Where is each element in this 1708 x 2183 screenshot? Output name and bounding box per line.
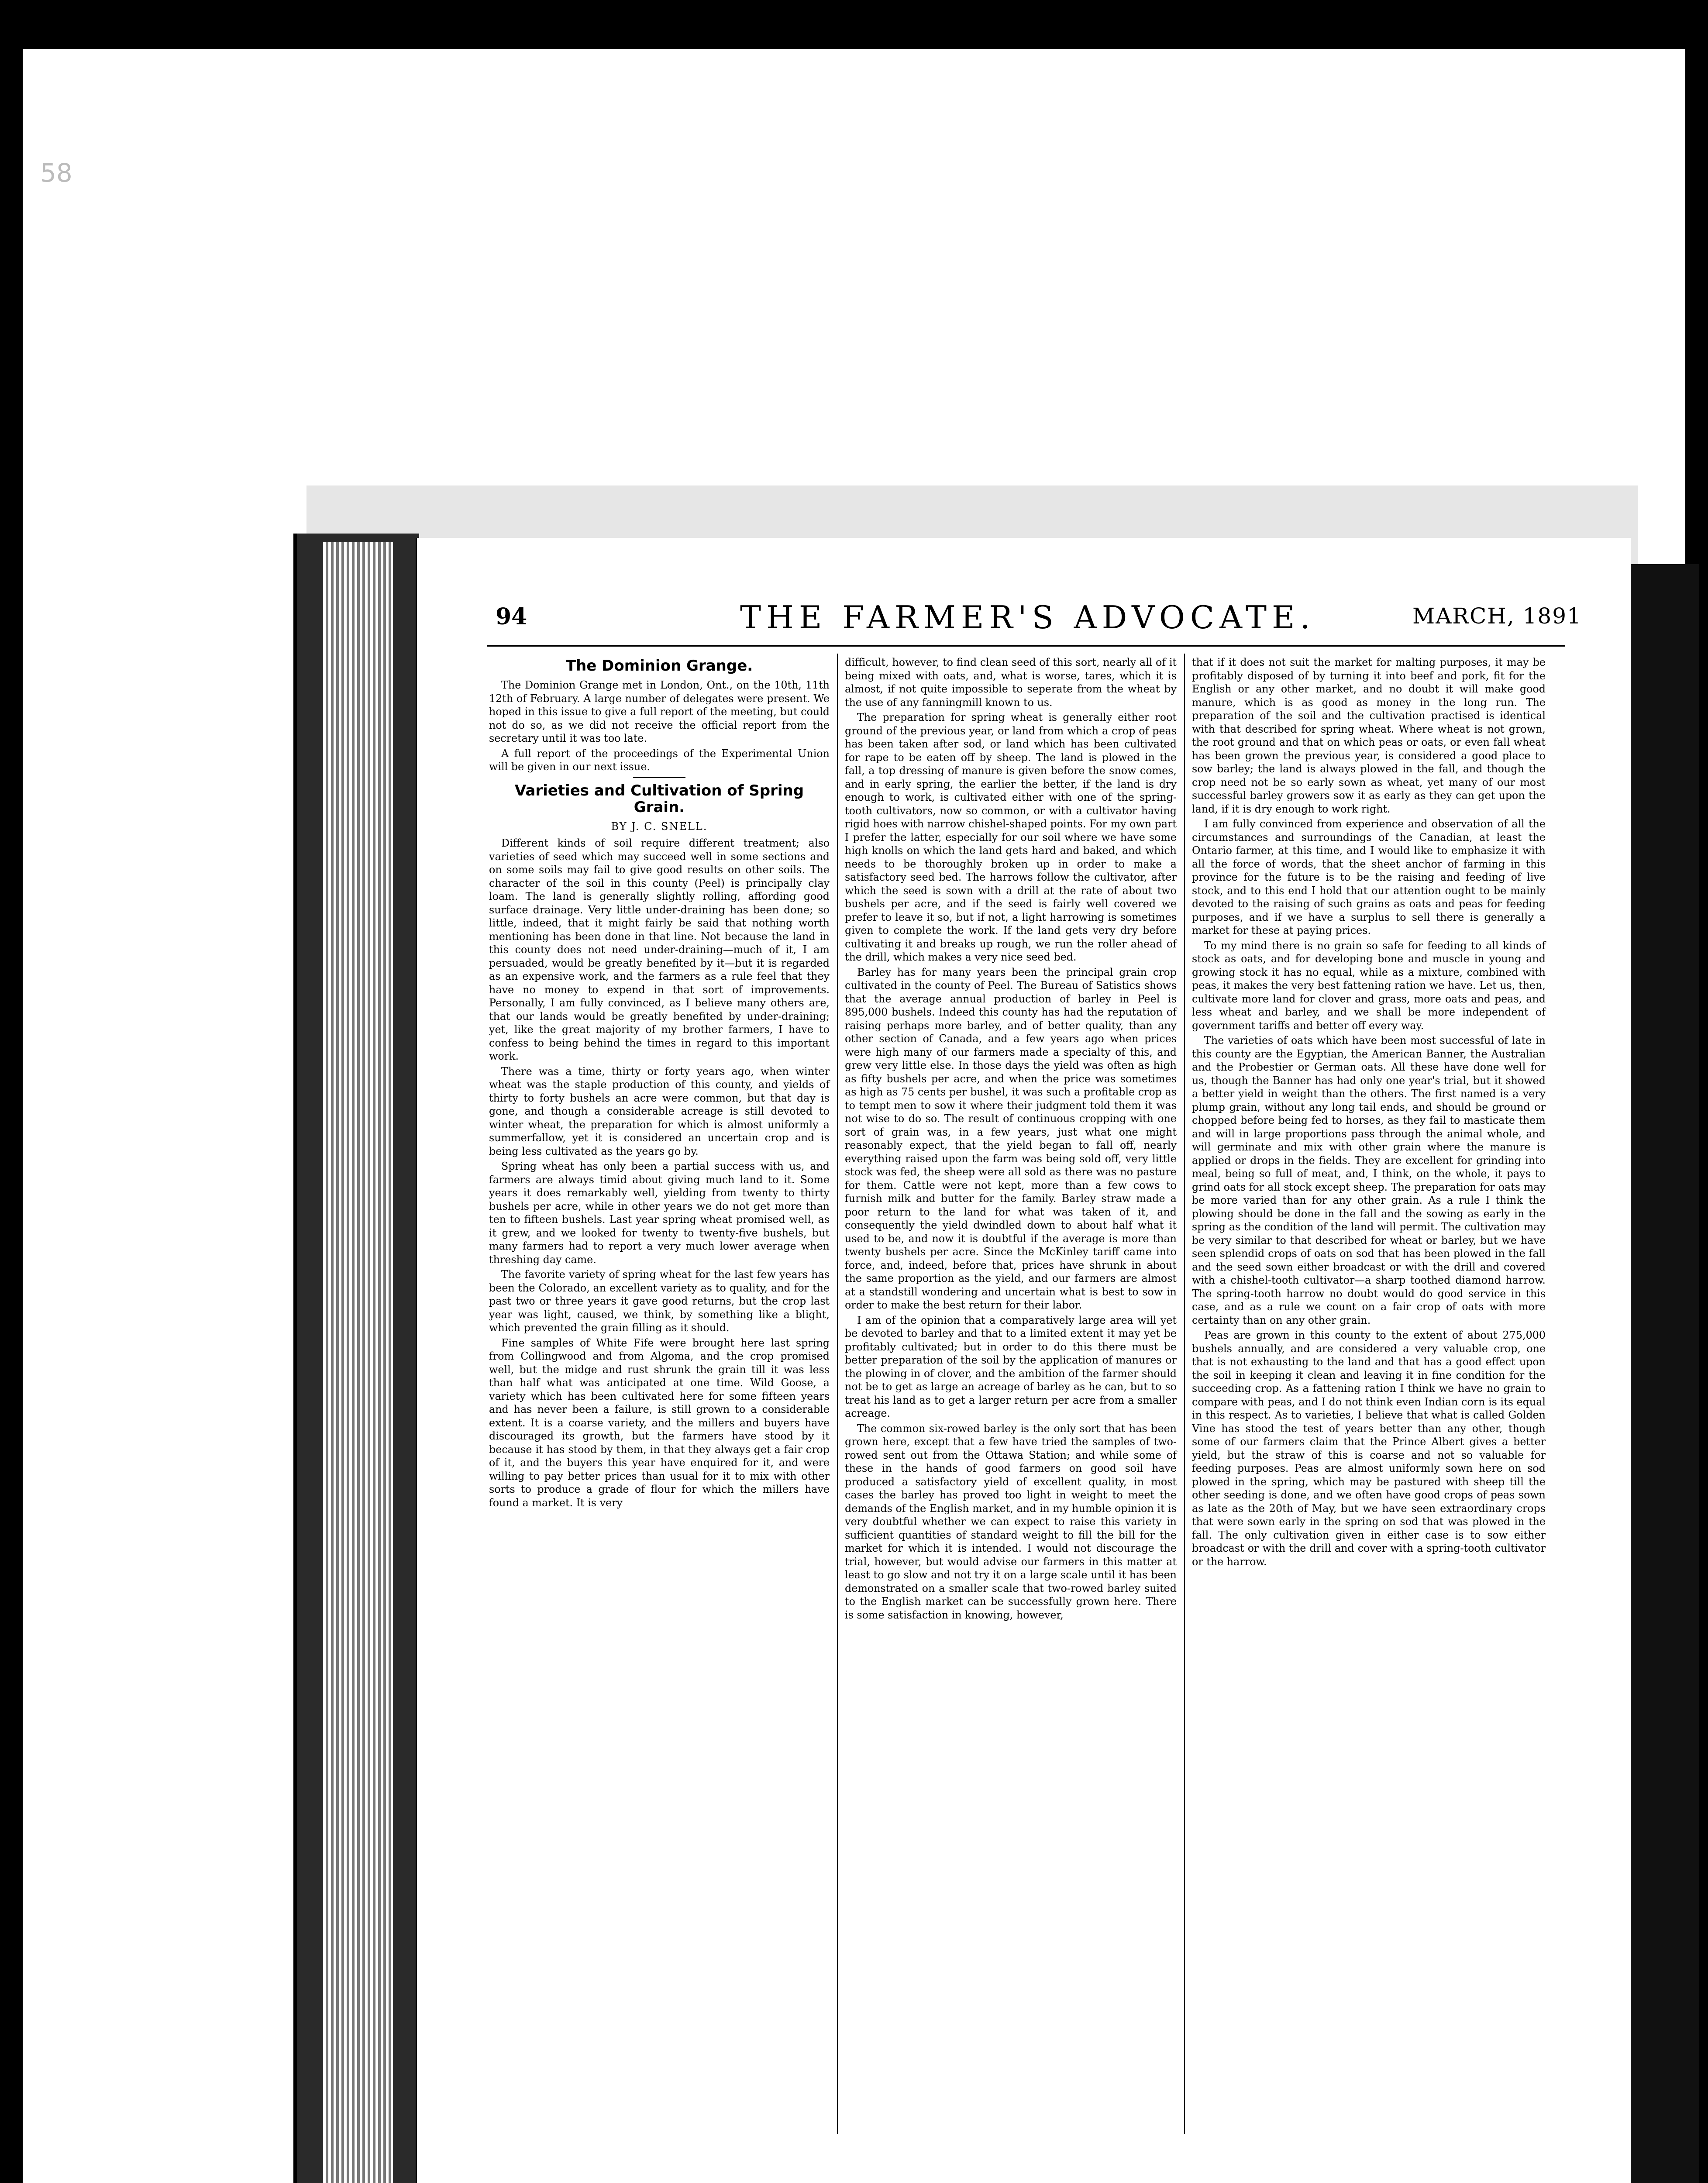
- article-title-spring-grain: Varieties and Cultivation of Spring Grain.: [514, 782, 804, 816]
- column-rule: [1184, 654, 1185, 2134]
- article-title-grange: The Dominion Grange.: [565, 657, 753, 675]
- paragraph: Peas are grown in this county to the extent of about 275,000 bushels annually, and are considered a very valuable crop, one that is not exhausting to the land and that has a good effect upon the soil in keeping it clean and leaving it in fine condition for the succeeding crop. As a fattening ration I think we have no grain to compare with peas, and I do not think even Indian corn is its equal in this respect. As to varieties, I believe that what is called Golden Vine has stood the test of years better than any other, though some of our farmers claim that the Prince Albert gives a better yield, but the straw of this is coarse and not so valuable for feeding purposes. Peas are almost uniformly sown here on sod plowed in the spring, which may be pastured with sheep till the other seeding is done, and we often have good crops of peas sown as late as the 20th of May, but we have seen extraordinary crops that were sown early in the spring on sod that was plowed in the fall. The only cultivation given in either case is to sow either broadcast or with the drill and cover with a spring-tooth cultivator or the harrow.: [1192, 1329, 1546, 1568]
- masthead: THE FARMER'S ADVOCATE.: [740, 599, 1315, 636]
- paragraph: Barley has for many years been the principal grain crop cultivated in the county of Peel. The Bureau of Satistics shows that the average annual production of barley in Peel is 895,000 bushels. Indeed this county has had the reputation of raising perhaps more barley, and of better quality, than any other section of Canada, and a few years ago when prices were high many of our farmers made a specialty of this, and grew very little else. In those days the yield was often as high as fifty bushels per acre, and when the price was sometimes as high as 75 cents per bushel, it was such a profitable crop as to tempt men to sow it where their judgment told them it was not wise to do so. The result of continuous cropping with one sort of grain was, in a few years, just what one might reasonably expect, that the yield began to fall off, nearly everything raised upon the farm was being sold off, very little stock was fed, the sheep were all sold as there was no pasture for them. Cattle were not kept, more than a few cows to furnish milk and butter for the family. Barley straw made a poor return to the land for what was taken of it, and consequently the yield dwindled down to about half what it used to be, and now it is doubtful if the average is more than twenty bushels per acre. Since the McKinley tariff came into force, and, indeed, before that, prices have shrunk in about the same proportion as the yield, and our farmers are almost at a standstill wondering and uncertain what is best to sow in order to make the best return for their labor.: [845, 966, 1177, 1311]
- paragraph: The varieties of oats which have been most successful of late in this county are the Egyptian, the American Banner, the Australian and the Probestier or German oats. All these have done well for us, though the Banner has had only one year's trial, but it showed a better yield in weight than the others. The first named is a very plump grain, without any long tail ends, and should be ground or chopped before being fed to horses, as they fail to masticate them and will in large proportions pass through the animal whole, and will germinate and mix with other grain where the manure is applied or drops in the fields. They are excellent for grinding into meal, being so full of meat, and, I think, on the whole, it pays to grind oats for all stock except sheep. The preparation for oats may be more varied than for any other grain. As a rule I think the plowing should be done in the fall and the sowing as early in the spring as the condition of the land will permit. The cultivation may be very similar to that described for wheat or barley, but we have seen splendid crops of oats on sod that has been plowed in the fall and the seed sown either broadcast or with the drill and covered with a chishel-tooth cultivator—a sharp toothed diamond harrow. The spring-tooth harrow no doubt would do good service in this case, and as a rule we count on a fair crop of oats with more certainty than on any other grain.: [1192, 1034, 1546, 1326]
- article-divider: [633, 777, 685, 778]
- header-rule: [487, 645, 1565, 647]
- issue-date: MARCH, 1891: [1412, 603, 1582, 629]
- paragraph: The common six-rowed barley is the only sort that has been grown here, except that a few have tried the samples of two-rowed sent out from the Ottawa Station; and while some of these in the hands of good farmers on good soil have produced a satisfactory yield of excellent quality, in most cases the barley has proved too light in weight to meet the demands of the English market, and in my humble opinion it is very doubtful whether we can expect to raise this variety in sufficient quantities of standard weight to fill the bill for the market for which it is intended. I would not discourage the trial, however, but would advise our farmers in this matter at least to go slow and not try it on a large scale until it has been demonstrated on a smaller scale that two-rowed barley suited to the English market can be successfully grown here. There is some satisfaction in knowing, however,: [845, 1422, 1177, 1621]
- newspaper-page: [416, 538, 1631, 2183]
- paragraph: The Dominion Grange met in London, Ont., on the 10th, 11th 12th of February. A large number of delegates were present. We hoped in this issue to give a full report of the meeting, but could not do so, as we did not receive the official report from the secretary until it was too late.: [489, 679, 830, 744]
- margin-mark: 58: [40, 158, 72, 188]
- column-3: [1192, 656, 1546, 1570]
- paragraph: Fine samples of White Fife were brought here last spring from Collingwood and from Algoma, and the crop promised well, but the midge and rust shrunk the grain till it was less than half what was anticipated at one time. Wild Goose, a variety which has been cultivated here for some fifteen years and has never been a failure, is still grown to a considerable extent. It is a coarse variety, and the millers and buyers have discouraged its growth, but the farmers have stood by it because it has stood by them, in that they always get a fair crop of it, and the buyers this year have enquired for it, and were willing to pay better prices than usual for it to mix with other sorts to produce a grade of flour for which the millers have found a market. It is very: [489, 1336, 830, 1509]
- column-1: [489, 656, 830, 1511]
- paragraph: difficult, however, to find clean seed of this sort, nearly all of it being mixed with oats, and, what is worse, tares, which it is almost, if not quite impossible to seperate from the wheat by the use of any fanningmill known to us.: [845, 656, 1177, 709]
- page-number: 94: [496, 603, 527, 630]
- scan-sheet: [23, 49, 1685, 2183]
- paragraph: that if it does not suit the market for malting purposes, it may be profitably disposed of by turning it into beef and pork, fit for the English or any other market, and no doubt it will make good manure, which is as good as money in the long run. The preparation of the soil and the cultivation practised is identical with that described for spring wheat. Where wheat is not grown, the root ground and that on which peas or oats, or even fall wheat has been grown the previous year, is considered a good place to sow barley; the land is always plowed in the fall, and though the crop need not be so early sown as wheat, yet many of our most successful barley growers sow it as early as they can get upon the land, if it is dry enough to work right.: [1192, 656, 1546, 815]
- byline: BY J. C. SNELL.: [611, 820, 708, 833]
- book-spine: [293, 534, 419, 2183]
- paragraph: A full report of the proceedings of the Experimental Union will be given in our next issue.: [489, 747, 830, 773]
- paragraph: Different kinds of soil require different treatment; also varieties of seed which may succeed well in some sections and on some soils may fail to give good results on other soils. The character of the soil in this county (Peel) is principally clay loam. The land is generally slightly rolling, affording good surface drainage. Very little under-draining has been done; so little, indeed, that it might fairly be said that nothing worth mentioning has been done in that line. Not because the land in this county does not need under-draining—much of it, I am persuaded, would be greatly benefited by it—but it is regarded as an expensive work, and the farmers as a rule feel that they have no money to expend in that sort of improvements. Personally, I am fully convinced, as I believe many others are, that our lands would be greatly benefited by under-draining; yet, like the great majority of my brother farmers, I have to confess to being behind the times in regard to this important work.: [489, 837, 830, 1062]
- paragraph: I am of the opinion that a comparatively large area will yet be devoted to barley and that to a limited extent it may yet be profitably cultivated; but in order to do this there must be better preparation of the soil by the application of manures or the plowing in of clover, and the ambition of the farmer should not be to get as large an acreage of barley as he can, but to so treat his land as to get a larger return per acre from a smaller acreage.: [845, 1314, 1177, 1419]
- paragraph: The favorite variety of spring wheat for the last few years has been the Colorado, an excellent variety as to quality, and for the past two or three years it gave good returns, but the crop last year was light, caused, we think, by something like a blight, which prevented the grain filling as it should.: [489, 1268, 830, 1334]
- column-rule: [837, 654, 838, 2134]
- facing-page-edge: [1629, 564, 1699, 2183]
- paragraph: The preparation for spring wheat is generally either root ground of the previous year, or land from which a crop of peas has been taken after sod, or land which has been cultivated for rape to be eaten off by sheep. The land is plowed in the fall, a top dressing of manure is given before the snow comes, and in early spring, the earlier the better, if the land is dry enough to work, is cultivated either with one of the spring-tooth cultivators, now so common, or with a cultivator having rigid hoes with narrow chishel-shaped points. For my own part I prefer the latter, especially for our soil where we have some high knolls on which the land gets hard and baked, and which needs to be thoroughly broken up in order to make a satisfactory seed bed. The harrows follow the cultivator, after which the seed is sown with a drill at the rate of about two bushels per acre, and if the seed is fairly well covered we prefer to leave it so, but if not, a light harrowing is sometimes given to complete the work. If the land gets very dry before cultivating it and breaks up rough, we run the roller ahead of the drill, which makes a very nice seed bed.: [845, 711, 1177, 963]
- paragraph: To my mind there is no grain so safe for feeding to all kinds of stock as oats, and for developing bone and muscle in young and growing stock it has no equal, while as a mixture, combined with peas, it makes the very best fattening ration we have. Let us, then, cultivate more land for clover and grass, more oats and peas, and less wheat and barley, and we shall be more independent of government tariffs and better off every way.: [1192, 939, 1546, 1032]
- paragraph: Spring wheat has only been a partial success with us, and farmers are always timid about giving much land to it. Some years it does remarkably well, yielding from twenty to thirty bushels per acre, while in other years we do not get more than ten to fifteen bushels. Last year spring wheat promised well, as it grew, and we looked for twenty to twenty-five bushels, but many farmers had to report a very much lower average when threshing day came.: [489, 1160, 830, 1266]
- paragraph: There was a time, thirty or forty years ago, when winter wheat was the staple production of this county, and yields of thirty to forty bushels an acre were common, but that day is gone, and though a considerable acreage is still devoted to winter wheat, the preparation for which is almost uniformly a summerfallow, yet it is considered an uncertain crop and is being less cultivated as the years go by.: [489, 1065, 830, 1157]
- column-2: [845, 656, 1177, 1623]
- paragraph: I am fully convinced from experience and observation of all the circumstances and surroundings of the Canadian, at least the Ontario farmer, at this time, and I would like to emphasize it with all the force of words, that the sheet anchor of farming in this province for the future is to be the raising and feeding of live stock, and to this end I hold that our attention ought to be mainly devoted to the raising of such grains as oats and peas for feeding purposes, and if we have a surplus to sell there is generally a market for these at paying prices.: [1192, 818, 1546, 937]
